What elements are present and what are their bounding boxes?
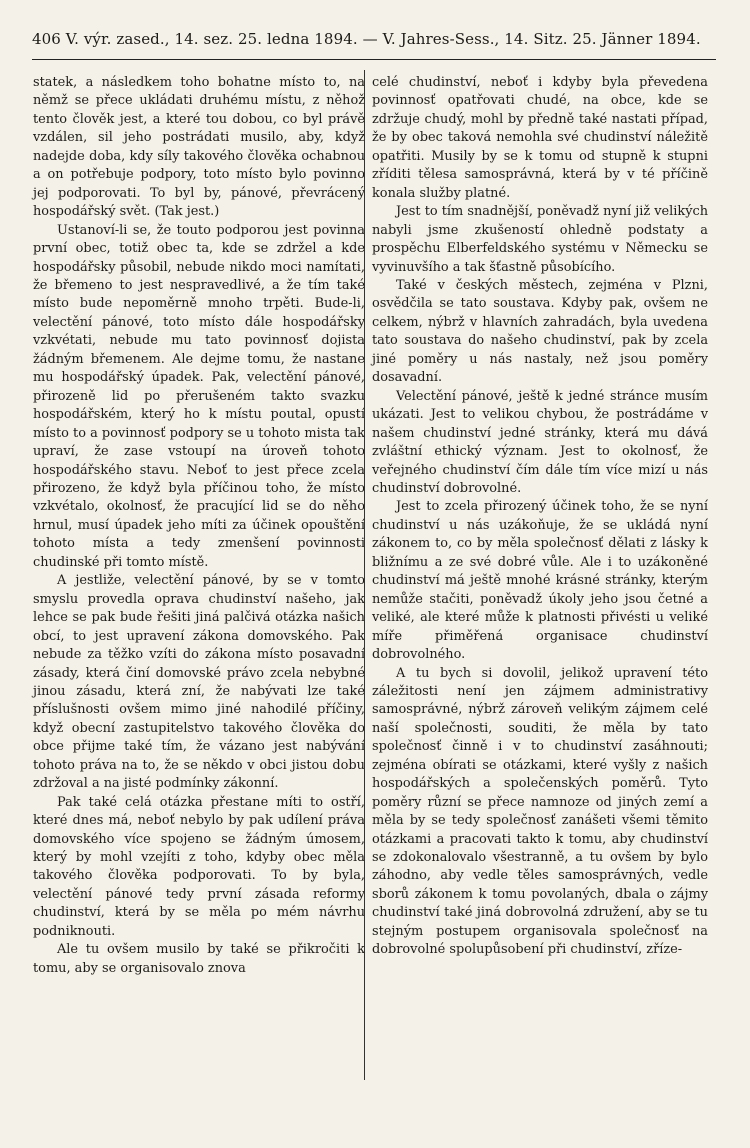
paragraph: Ustanoví-li se, že touto podporou jest povinna první obec, totiž obec ta, kde se zdržel a kde hospodářsky působil, nebude nikdo moci namítati, že břemeno to jest nespravedlivé, a že tím také místo bude nepoměrně mnoho trpěti. Bude-li, velectění pánové, toto místo dále hospodářsky vzkvétati, nebude mu tato povinnosť dojista žádným břemenem. Ale dejme tomu, že nastane mu hospodářský úpadek. Pak, velectění pánové, přirozeně lid po přerušeném takto svazku hospodářském, který ho k místu poutal, opustí místo to a povinnosť podpory se u tohoto mista tak upraví, že zase vstoupí na úroveň tohoto hospodářského stavu. Neboť to jest přece zcela přirozeno, že když byla příčinou toho, že místo vzkvétalo, okolnosť, že pracující lid se do něho hrnul, musí úpadek jeho míti za účinek opouštění tohoto místa a tedy zmenšení povinnosti chudinské při tomto místě. — [33, 222, 365, 570]
left-column — [33, 74, 365, 978]
paragraph: Pak také celá otázka přestane míti to ostří, které dnes má, neboť nebylo by pak udílení práva domovského více spojeno se žádným úmosem, který by mohl vzejíti z toho, kdyby obec měla takového člověka podporovati. To by byla, velectění pánové tedy první zásada reformy chudinství, která by se měla po mém návrhu podniknouti. — [33, 794, 365, 939]
paragraph: celé chudinství, neboť i kdyby byla převedena povinnosť opatřovati chudé, na obce, kde se zdržuje chudý, mohl by předně také nastati případ, že by obec taková nemohla své chudinství náležitě opatřiti. Musily by se k tomu od stupně k stupni zříditi tělesa samosprávná, která by v té příčině konala služby platné. — [372, 75, 708, 201]
right-column — [372, 74, 708, 960]
paragraph: Také v českých městech, zejména v Plzni, osvědčila se tato soustava. Kdyby pak, ovšem ne celkem, nýbrž v hlavních zahradách, byla uvedena tato soustava do našeho chudinství, pak by zcela jiné poměry u nás nastaly, než jsou poměry dosavadní. — [372, 277, 708, 386]
paragraph: Ale tu ovšem musilo by také se přikročiti k tomu, aby se organisovalo znova — [33, 942, 365, 976]
page-header: 406 V. výr. zased., 14. sez. 25. ledna 1894. — V. Jahres-Sess., 14. Sitz. 25. Jänner 1894. — [32, 30, 701, 48]
paragraph: Velectění pánové, ještě k jedné stránce musím ukázati. Jest to velikou chybou, že postrádáme v našem chudinství jedné stránky, která mu dává zvláštní ethický význam. Jest to okolnosť, že veřejného chudinství čím dále tím více mizí u nás chudinství dobrovolné. — [372, 388, 708, 496]
column-divider — [364, 70, 365, 1080]
paragraph: statek, a následkem toho bohatne místo to, na němž se přece ukládati druhému místu, z něhož tento člověk jest, a které tou dobou, co byl právě vzdálen, sil jeho postrádati musilo, aby, když nadejde doba, kdy síly takového člověka ochabnou a on potřebuje podpory, toto místo bylo povinno jej podporovati. To byl by, pánové, převrácený hospodářský svět. (Tak jest.) — [33, 75, 365, 220]
paragraph: Jest to zcela přirozený účinek toho, že se nyní chudinství u nás uzákoňuje, že se ukládá nyní zákonem to, co by měla společnosť dělati z lásky k bližnímu a ze své dobré vůle. Ale i to uzákoněné chudinství má ještě mnohé krásné stránky, kterým nemůže stačiti, poněvadž úkoly jeho jsou četné a veliké, ale které může k platnosti přivésti u veliké míře přiměřená organisace chudinství dobrovolného. — [372, 499, 708, 663]
header-rule — [32, 59, 716, 60]
paragraph: Jest to tím snadnější, poněvadž nyní již velikých nabyli jsme zkušeností ohledně podstaty a prospěchu Elberfeldského systému v Německu se vyvinuvšího a tak šťastně působícího. — [372, 204, 709, 275]
paragraph: A tu bych si dovolil, jelikož upravení této záležitosti není jen zájmem administrativy samosprávné, nýbrž zároveň velikým zájmem celé naší společnosti, souditi, že měla by tato společnosť činně i v to chudinství zasáhnouti; zejména obírati se otázkami, které vyšly z našich hospodářských a společenských poměrů. Tyto poměry různí se přece namnoze od jiných zemí a měla by se tedy společnosť zanášeti všemi těmito otázkami a pracovati takto k tomu, aby chudinství se zdokonalovalo všestranně, a tu ovšem by bylo záhodno, aby vedle těles samosprávných, vedle sborů zákonem k tomu povolaných, dbala o zájmy chudinství také jiná dobrovolná združení, aby se tu stejným postupem organisovala společnosť na dobrovolné spolupůsobení při chudinství, zříze- — [372, 665, 708, 958]
paragraph: A jestliže, velectění pánové, by se v tomto smyslu provedla oprava chudinství našeho, jak lehce se pak bude řešiti jiná palčivá otázka našich obcí, to jest upravení zákona domovského. Pak nebude za těžko vzíti do zákona místo posavadní zásady, která činí domovské právo zcela nebybné jinou zásadu, která zní, že nabývati lze také příslušnosti ovšem mimo jiné nahodilé příčiny, když obecní zastupitelstvo takového člověka do obce přijme také tím, že vázano jest nabývání tohoto práva na to, že se někdo v obci jistou dobu zdržoval a na jisté podmínky zákonní. — [33, 573, 365, 792]
